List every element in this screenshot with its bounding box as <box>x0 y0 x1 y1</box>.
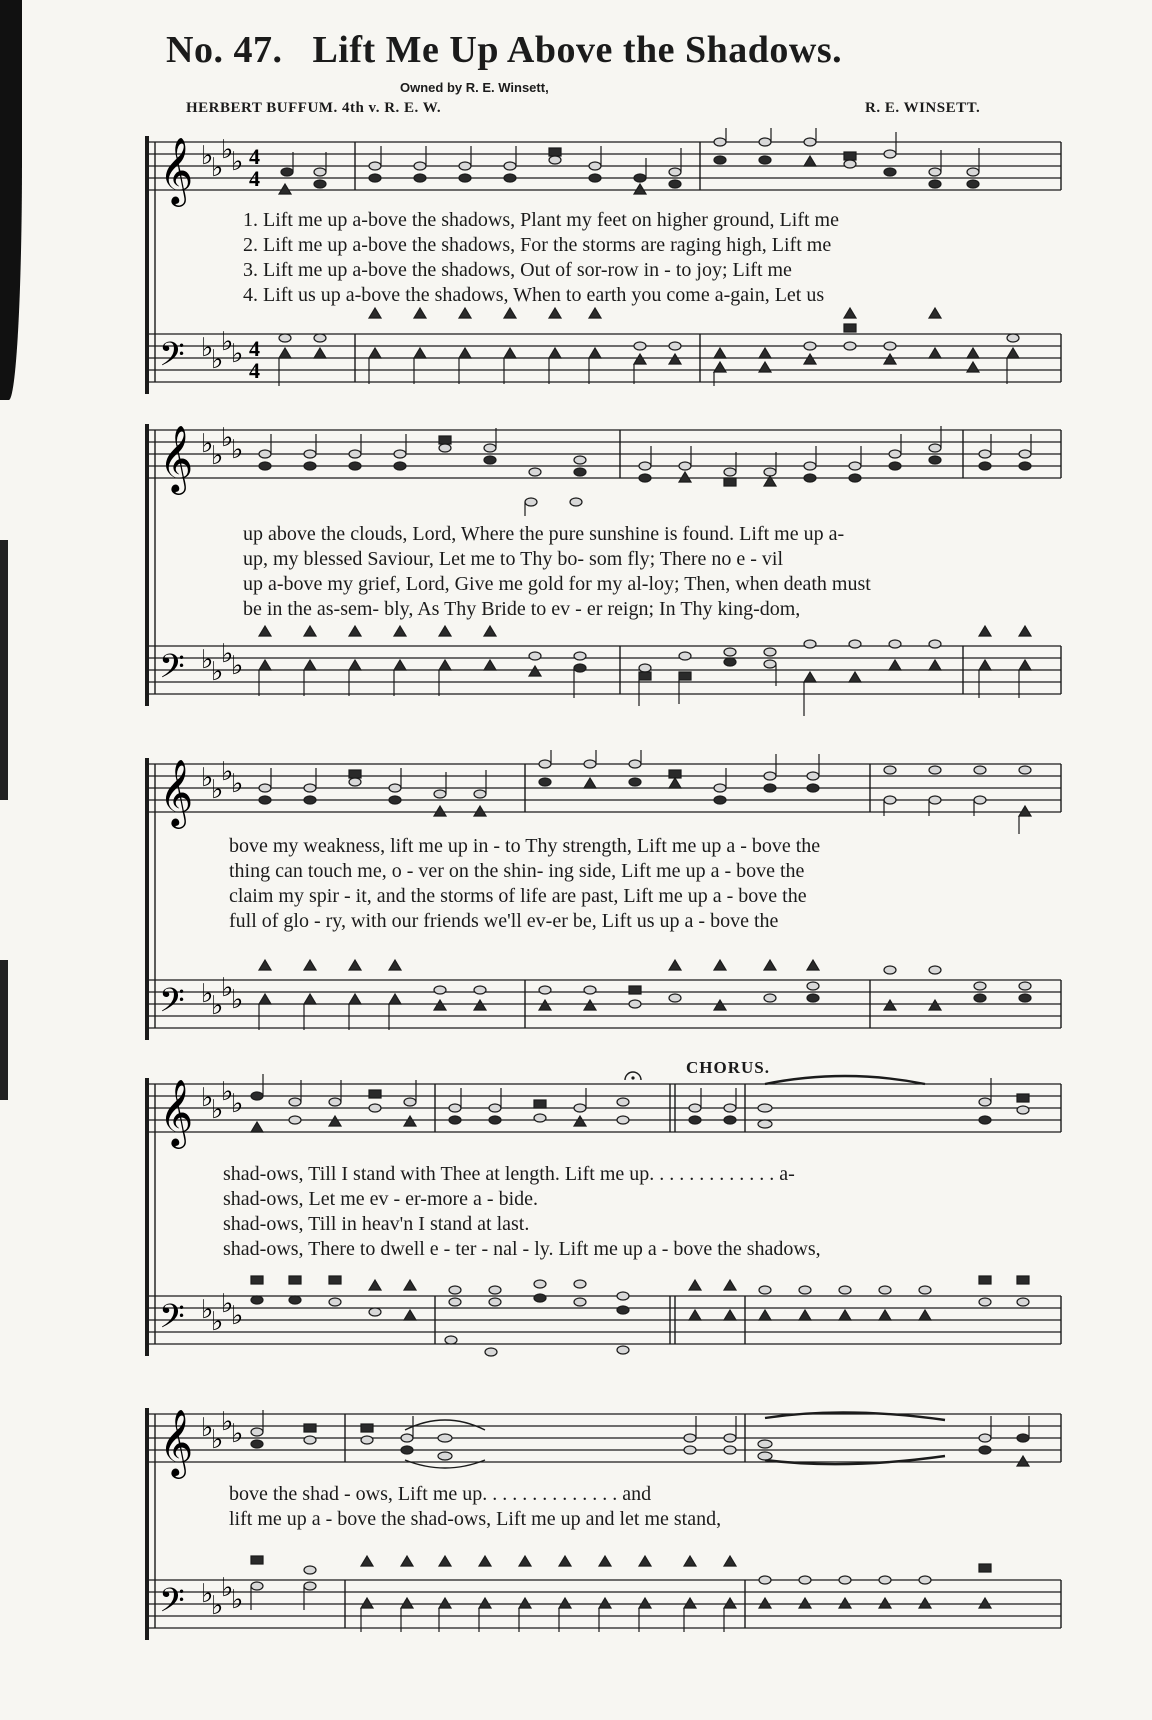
svg-text:♭: ♭ <box>231 1089 244 1119</box>
chorus-label: CHORUS. <box>686 1058 770 1077</box>
lyric-line: 4. Lift us up a-bove the shadows, When to earth you come a-gain, Let us <box>243 284 825 306</box>
svg-text:♭: ♭ <box>201 141 214 171</box>
svg-text:𝄞: 𝄞 <box>159 424 194 492</box>
svg-text:♭: ♭ <box>231 651 244 681</box>
lyric-line: up above the clouds, Lord, Where the pure sunshine is found. Lift me up a- <box>243 523 845 545</box>
svg-text:4: 4 <box>249 358 260 383</box>
svg-text:♭: ♭ <box>211 153 224 183</box>
svg-text:♭: ♭ <box>221 757 234 787</box>
svg-text:𝄞: 𝄞 <box>159 136 194 204</box>
lyric-line: bove the shad - ows, Lift me up. . . . . . . . . . . . . . and <box>229 1483 652 1505</box>
svg-text:♭: ♭ <box>231 1585 244 1615</box>
svg-text:♭: ♭ <box>201 1083 214 1113</box>
svg-text:♭: ♭ <box>231 435 244 465</box>
svg-text:♭: ♭ <box>201 1295 214 1325</box>
music-system-2 <box>145 416 1065 716</box>
svg-text:♭: ♭ <box>211 657 224 687</box>
svg-text:𝄞: 𝄞 <box>159 758 194 826</box>
svg-text:𝄞: 𝄞 <box>159 1078 194 1146</box>
svg-text:♭: ♭ <box>201 979 214 1009</box>
svg-text:♭: ♭ <box>201 1579 214 1609</box>
svg-text:♭: ♭ <box>211 1425 224 1455</box>
lyric-line: up a-bove my grief, Lord, Give me gold for my al-loy; Then, when death must <box>243 573 871 595</box>
svg-text:𝄢: 𝄢 <box>159 1582 185 1628</box>
verse-lyrics <box>229 834 820 934</box>
music-system-5 <box>145 1400 1065 1660</box>
svg-text:𝄢: 𝄢 <box>159 336 185 382</box>
svg-text:𝄢: 𝄢 <box>159 982 185 1028</box>
lyric-line: claim my spir - it, and the storms of life are past, Lift me up a - bove the <box>229 885 807 907</box>
svg-text:𝄢: 𝄢 <box>159 648 185 694</box>
svg-text:4: 4 <box>249 336 260 361</box>
svg-text:♭: ♭ <box>211 441 224 471</box>
verse-lyrics <box>243 208 839 308</box>
page-binding-edge <box>0 0 22 400</box>
lyric-line: up, my blessed Saviour, Let me to Thy bo- som fly; There no e - vil <box>243 548 784 570</box>
lyric-line: full of glo - ry, with our friends we'll ev-er be, Lift us up a - bove the <box>229 910 779 932</box>
svg-text:♭: ♭ <box>211 345 224 375</box>
hymn-number: No. 47. <box>166 29 283 71</box>
page-binding-edge <box>0 540 8 800</box>
chorus-lyrics <box>223 1162 821 1262</box>
lyric-line: 2. Lift me up a-bove the shadows, For the storms are raging high, Lift me <box>243 234 832 256</box>
svg-text:♭: ♭ <box>231 339 244 369</box>
svg-text:♭: ♭ <box>201 429 214 459</box>
music-system-1 <box>145 128 1065 408</box>
svg-text:♭: ♭ <box>231 769 244 799</box>
svg-text:♭: ♭ <box>201 333 214 363</box>
music-system-3 <box>145 750 1065 1050</box>
lyric-line: shad-ows, Let me ev - er-more a - bide. <box>223 1188 539 1210</box>
lyric-line: lift me up a - bove the shad-ows, Lift me up and let me stand, <box>229 1508 722 1530</box>
svg-text:♭: ♭ <box>201 645 214 675</box>
composer-credit: R. E. WINSETT. <box>865 100 981 116</box>
svg-text:♭: ♭ <box>231 1301 244 1331</box>
svg-text:♭: ♭ <box>221 135 234 165</box>
svg-text:♭: ♭ <box>231 147 244 177</box>
hymn-header <box>166 28 842 72</box>
svg-text:♭: ♭ <box>221 1573 234 1603</box>
svg-text:♭: ♭ <box>211 1095 224 1125</box>
svg-text:♭: ♭ <box>221 639 234 669</box>
copyright-owner: Owned by R. E. Winsett, <box>400 80 549 95</box>
page-binding-edge <box>0 960 8 1100</box>
lyricist-credit: HERBERT BUFFUM. 4th v. R. E. W. <box>186 100 442 116</box>
svg-text:♭: ♭ <box>231 1419 244 1449</box>
lyric-line: shad-ows, There to dwell e - ter - nal - ly. Lift me up a - bove the shadows, <box>223 1238 821 1260</box>
verse-lyrics <box>243 522 871 622</box>
svg-text:♭: ♭ <box>221 1407 234 1437</box>
svg-text:♭: ♭ <box>201 763 214 793</box>
svg-text:♭: ♭ <box>211 1307 224 1337</box>
svg-text:♭: ♭ <box>201 1413 214 1443</box>
chorus-lyrics <box>229 1482 721 1532</box>
svg-text:♭: ♭ <box>231 985 244 1015</box>
svg-text:♭: ♭ <box>211 1591 224 1621</box>
svg-text:4: 4 <box>249 166 260 191</box>
svg-text:♭: ♭ <box>221 327 234 357</box>
svg-text:4: 4 <box>249 144 260 169</box>
svg-text:𝄞: 𝄞 <box>159 1408 194 1476</box>
lyric-line: 3. Lift me up a-bove the shadows, Out of sor-row in - to joy; Lift me <box>243 259 792 281</box>
lyric-line: shad-ows, Till in heav'n I stand at last. <box>223 1213 530 1235</box>
svg-text:♭: ♭ <box>211 991 224 1021</box>
svg-text:♭: ♭ <box>221 423 234 453</box>
lyric-line: thing can touch me, o - ver on the shin- ing side, Lift me up a - bove the <box>229 860 805 882</box>
svg-text:♭: ♭ <box>221 1077 234 1107</box>
lyric-line: shad-ows, Till I stand with Thee at length. Lift me up. . . . . . . . . . . . . a- <box>223 1163 795 1185</box>
hymn-title: Lift Me Up Above the Shadows. <box>312 29 843 71</box>
music-system-4 <box>145 1070 1065 1370</box>
lyric-line: 1. Lift me up a-bove the shadows, Plant my feet on higher ground, Lift me <box>243 209 839 231</box>
lyric-line: bove my weakness, lift me up in - to Thy strength, Lift me up a - bove the <box>229 835 821 857</box>
svg-text:♭: ♭ <box>211 775 224 805</box>
svg-text:♭: ♭ <box>221 973 234 1003</box>
svg-text:♭: ♭ <box>221 1289 234 1319</box>
lyric-line: be in the as-sem- bly, As Thy Bride to ev - er reign; In Thy king-dom, <box>243 598 801 620</box>
svg-text:𝄢: 𝄢 <box>159 1298 185 1344</box>
